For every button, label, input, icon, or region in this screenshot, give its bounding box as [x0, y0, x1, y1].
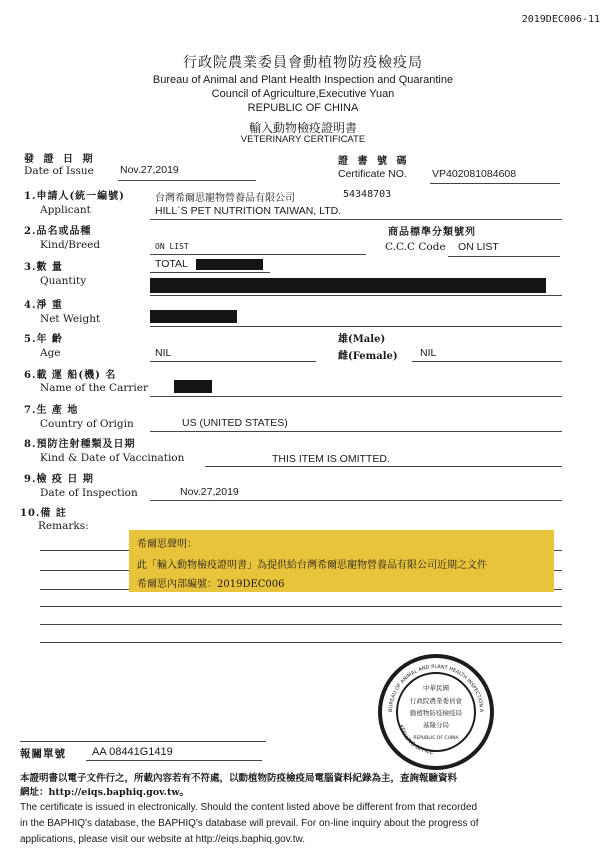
redaction-quantity-detail	[150, 278, 546, 293]
carrier-label-zh: 6.載 運 船(機) 名	[24, 370, 117, 381]
quantity-label: Quantity	[40, 275, 87, 287]
footer-note-zh: 本證明書以電子文件行之，所載內容若有不符處，以動植物防疫檢疫局電腦資料紀錄為主，查詢報驗資料	[20, 773, 458, 784]
origin-label-zh: 7.生 產 地	[24, 405, 79, 416]
seal-ring-bottom: KEELUNG OFFICE	[397, 724, 434, 756]
vaccination-label-zh: 8.預防注射種類及日期	[24, 439, 136, 450]
issue-date-value: Nov.27,2019	[120, 164, 179, 176]
female-value: NIL	[420, 347, 437, 359]
kind-label: Kind/Breed	[40, 239, 101, 251]
council-title: Council of Agriculture,Executive Yuan	[211, 88, 395, 100]
declaration-number-value: AA 08441G1419	[92, 746, 173, 758]
footer-note-en-1: The certificate is issued in electronically. Should the content listed above be different from that recorded	[20, 802, 478, 813]
certificate-no-label: Certificate NO.	[338, 168, 407, 180]
declaration-number-label: 報關單號	[20, 748, 66, 760]
quantity-value: TOTAL	[155, 258, 188, 270]
footer-note-en-2: in the BAPHIQ's database, the BAPHIQ's database will prevail. For on-line inquiry about the progress of	[20, 818, 479, 829]
seal-top-text: 中華民國	[423, 684, 449, 692]
net-weight-label: Net Weight	[40, 313, 101, 325]
ccc-label-zh: 商品標準分類號列	[388, 227, 476, 238]
redaction-carrier	[174, 380, 212, 393]
redaction-quantity	[196, 259, 263, 270]
inspection-value: Nov.27,2019	[180, 486, 239, 498]
certificate-no-value: VP402081084608	[432, 168, 517, 180]
seal-line-3: 基隆分局	[423, 721, 449, 729]
inspection-label: Date of Inspection	[40, 487, 138, 499]
bureau-title-en: Bureau of Animal and Plant Health Inspection and Quarantine	[152, 74, 454, 86]
net-weight-label-zh: 4.淨 重	[24, 300, 63, 311]
vaccination-value: THIS ITEM IS OMITTED.	[272, 453, 390, 465]
remarks-statement: 此「輸入動物檢疫證明書」為提供給台灣希爾思寵物營養品有限公司近期之文件	[137, 560, 487, 571]
applicant-tax-id: 54348703	[343, 189, 392, 200]
age-label-zh: 5.年 齡	[24, 334, 63, 345]
applicant-name-en: HILL`S PET NUTRITION TAIWAN, LTD.	[155, 205, 342, 217]
age-label: Age	[40, 347, 61, 359]
origin-value: US (UNITED STATES)	[182, 417, 288, 429]
seal-country: REPUBLIC OF CHINA	[413, 736, 459, 741]
footer-note-en-3: applications, please visit our website at http://eiqs.baphiq.gov.tw.	[20, 834, 305, 845]
seal-line-2: 動植物防疫檢疫局	[410, 709, 462, 717]
seal-ring-top: BUREAU OF ANIMAL AND PLANT HEALTH INSPECTION A	[387, 663, 485, 713]
vaccination-label: Kind & Date of Vaccination	[40, 452, 185, 464]
applicant-name-zh: 台灣希爾思寵物營養品有限公司	[155, 193, 295, 204]
quantity-label-zh: 3.數 量	[24, 262, 63, 273]
seal-center	[396, 672, 476, 752]
carrier-label: Name of the Carrier	[40, 382, 148, 394]
ccc-label: C.C.C Code	[385, 241, 446, 253]
bureau-title-zh: 行政院農業委員會動植物防疫檢疫局	[183, 55, 423, 71]
country-title: REPUBLIC OF CHINA	[247, 102, 359, 114]
seal-line-1: 行政院農業委員會	[410, 697, 462, 705]
kind-value: ON LIST	[155, 242, 189, 251]
document-id: 2019DEC006-11	[521, 14, 600, 25]
remarks-internal-number: 希爾思內部編號：2019DEC006	[137, 579, 285, 590]
inspection-label-zh: 9.檢 疫 日 期	[24, 474, 94, 485]
kind-label-zh: 2.品名或品種	[24, 226, 92, 237]
origin-label: Country of Origin	[40, 418, 134, 430]
age-value: NIL	[155, 347, 172, 359]
certificate-no-label-zh: 證 書 號 碼	[338, 156, 410, 167]
official-seal	[378, 654, 494, 770]
certificate-title-zh: 輸入動物檢疫證明書	[248, 121, 357, 135]
issue-date-label-zh: 發 證 日 期	[24, 154, 96, 165]
issue-date-label: Date of Issue	[24, 165, 94, 177]
remarks-label: Remarks:	[38, 520, 89, 532]
female-label: 雌(Female)	[338, 351, 398, 362]
applicant-label-zh: 1.申請人(統一編號)	[24, 191, 125, 202]
certificate-title-en: VETERINARY CERTIFICATE	[240, 134, 366, 145]
remarks-label-zh: 10.備 註	[20, 508, 67, 519]
applicant-label: Applicant	[40, 204, 91, 216]
footer-url-zh: 網址：http://eiqs.baphiq.gov.tw。	[20, 787, 190, 798]
remarks-statement-title: 希爾思聲明：	[137, 539, 197, 550]
redaction-net-weight	[150, 310, 237, 323]
male-label: 雄(Male)	[338, 334, 386, 345]
ccc-value: ON LIST	[458, 241, 499, 253]
